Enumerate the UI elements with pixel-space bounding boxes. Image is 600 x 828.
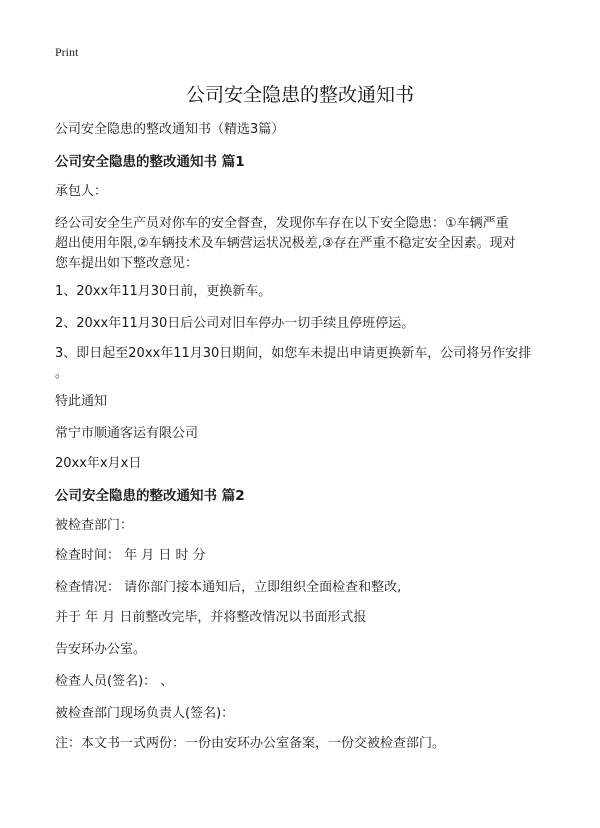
date-line: 20xx年x月x日 — [55, 456, 142, 471]
site-manager-signature-line: 被检查部门现场负责人(签名)： — [55, 706, 235, 721]
company-name: 常宁市顺通客运有限公司 — [55, 426, 199, 441]
list-item-2: 2、20xx年11月30日后公司对旧车停办一切手续且停班停运。 — [55, 316, 415, 331]
inspected-dept-line: 被检查部门： — [55, 518, 134, 533]
body-line-3: 您车提出如下整改意见： — [55, 256, 199, 271]
page-title: 公司安全隐患的整改通知书 — [185, 84, 414, 106]
complete-deadline-line: 并于 年 月 日前整改完毕，并将整改情况以书面形式报 — [55, 610, 367, 625]
intro-text: 公司安全隐患的整改通知书（精选3篇） — [55, 122, 285, 137]
note-line: 注：本文书一式两份：一份由安环办公室备案，一份交被检查部门。 — [55, 736, 446, 751]
report-line: 告安环办公室。 — [55, 642, 147, 657]
body-line-2: 超出使用年限,②车辆技术及车辆营运状况极差,③存在严重不稳定安全因素。现对 — [55, 236, 516, 251]
addressee-line: 承包人： — [55, 184, 108, 199]
notice-text: 特此通知 — [55, 394, 108, 409]
print-link[interactable]: Print — [55, 45, 79, 59]
body-line-1: 经公司安全生产员对你车的安全督查，发现你车存在以下安全隐患：①车辆严重 — [55, 216, 509, 231]
inspectors-signature-line: 检查人员(签名)： 、 — [55, 674, 174, 689]
list-item-1: 1、20xx年11月30日前，更换新车。 — [55, 284, 272, 299]
section1-heading: 公司安全隐患的整改通知书 篇1 — [55, 154, 245, 170]
list-item-3-line-1: 3、即日起至20xx年11月30日期间，如您车未提出申请更换新车，公司将另作安排 — [55, 346, 532, 361]
list-item-3-line-2: 。 — [55, 366, 69, 381]
inspect-status-line: 检查情况： 请你部门接本通知后，立即组织全面检查和整改, — [55, 580, 402, 595]
inspect-time-line: 检查时间： 年 月 日 时 分 — [55, 548, 206, 563]
section2-heading: 公司安全隐患的整改通知书 篇2 — [55, 488, 245, 504]
